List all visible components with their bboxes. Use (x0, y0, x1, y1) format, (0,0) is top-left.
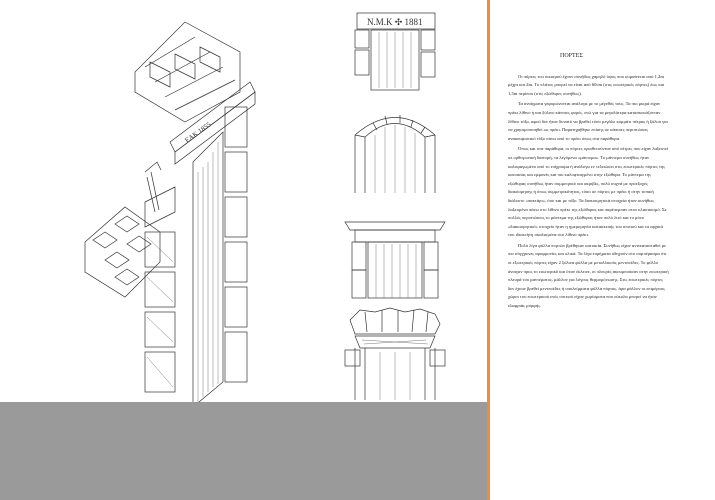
corniced-door-sketch (340, 212, 450, 302)
paragraph: Τα ανοίγματα γεφυρώνονται ανάλογα με το μέγεθός τους. Τα πιο μικρά είχαν πρέκι λίθινο ή και ξύλινο κάποιες φορές, ενώ για τα μεγαλύτερα κατασκευάζονταν λίθινο τόξο, αφού δεν ήταν δυνατό να βρεθεί τόσο μεγάλο κομμάτι πέτρας ή ξύλου για να χρησιμοποιηθεί ως πρέκι. Παρατηρήθηκε επίσης σε κάποιες περιπτώσεις ανακουφιστικό τόξο πάνω από το πρέκι όπως στα παράθυρα. (508, 101, 668, 141)
top-lintel-inscription: Ν.Μ.Κ ✣ 1881 (367, 17, 423, 27)
arched-door-sketch (345, 105, 445, 195)
right-page (490, 0, 715, 500)
stone-arch-door-sketch (340, 300, 450, 402)
text-column (508, 52, 670, 313)
page-heading: ΠΟΡΤΕΣ (560, 53, 583, 59)
iso-lintel-inscription: ΕΑΚ 1855 (183, 120, 213, 145)
door-with-inscribed-lintel (345, 8, 445, 93)
gray-footer-band (0, 402, 487, 500)
paragraph: Πολύ λίγα φύλλα πορτών βρέθηκαν κατοικία. Συνήθως είχαν αντικατασταθεί με πιο σύγχρονες αραμμονίες και ολικά. Τα λίγα ευρήματα οδηγούν στο συμπέρασμα ότι οι εξωτερικές πόρτες είχαν 2 ξύλινα φύλλα με μεταλλικούς μεντεσέδες. Το φύλλο άνοιγαν προς το εσωτερικό και όταν έκλεινε, οι πλευρές ακουμπούσαν στην εσωτερική πλευρά του μαντέματος, μάλλον για λόγους θερμομόνωσης. Στις εσωτερικές πόρτες δεν έχουν βρεθεί μεντεσέδες ή υπολείμματα φύλλα πόρτας, άρα μάλλον οι επιμέρους χώροι του εσωτερικού ενός σπιτιού είχαν χωρίσματα που εύκολα μπορεί να ήταν ελαφριάς μορφής. (508, 242, 669, 309)
paragraph: Όπως και στα παράθυρα, οι πόρτες οριοθετούνταν από πέτρες που είχαν λαξευτεί σε ορθογωνική διατομή, τα λεγόμενα «μάντεμα». Το μάντεμα συνήθως ήταν καλοφαγωμένο από το επίχρισμα ή ανάλογα εν τελειώσει στις εσωτερικές πόρτες της κατοικίας και εμφανές και πιο καλοφτιαγμένο στην εξώθυρα. Το μάντεμα της εξώθυρας συνήθως ήταν συμμετρικό και ακριβές, πολύ συχνά με προεξοχές διακόσμησης ή όπως συμμετρικότητας, τόσο σε πόρτες με πρέκι ή στην τοπική διάλεκτο «πακτάρι», όσο και με τόξο. Τα διακοσμητικά στοιχεία ήταν συνήθως λαξευμένα πάνω στο λίθινο πρέκι της εξώθυρας και παρέπεμπαν στον κλασικισμό. Σε πολλές περιπτώσεις το μάντεμα της εξώθυρας ήταν πολύ λιτό και το μόνο «διακοσμητικό» στοιχείο ήταν η ημερομηνία κατασκευής του σπιτιού και τα αρχικά του ιδιοκτήτη σκαλισμένα στο λίθινο πρέκι. (508, 146, 669, 238)
paragraph: Οι πόρτες του οικισμού έχουν συνήθως χαμηλό ύψος που κυμαίνεται από 1,2m μέχρι και 2m. Το πλάτος μπορεί να είναι από 60cm (στις εσωτερικές πόρτες) έως και 1,5m περίπου (στις εξώθυρες συνήθως). (508, 73, 665, 96)
